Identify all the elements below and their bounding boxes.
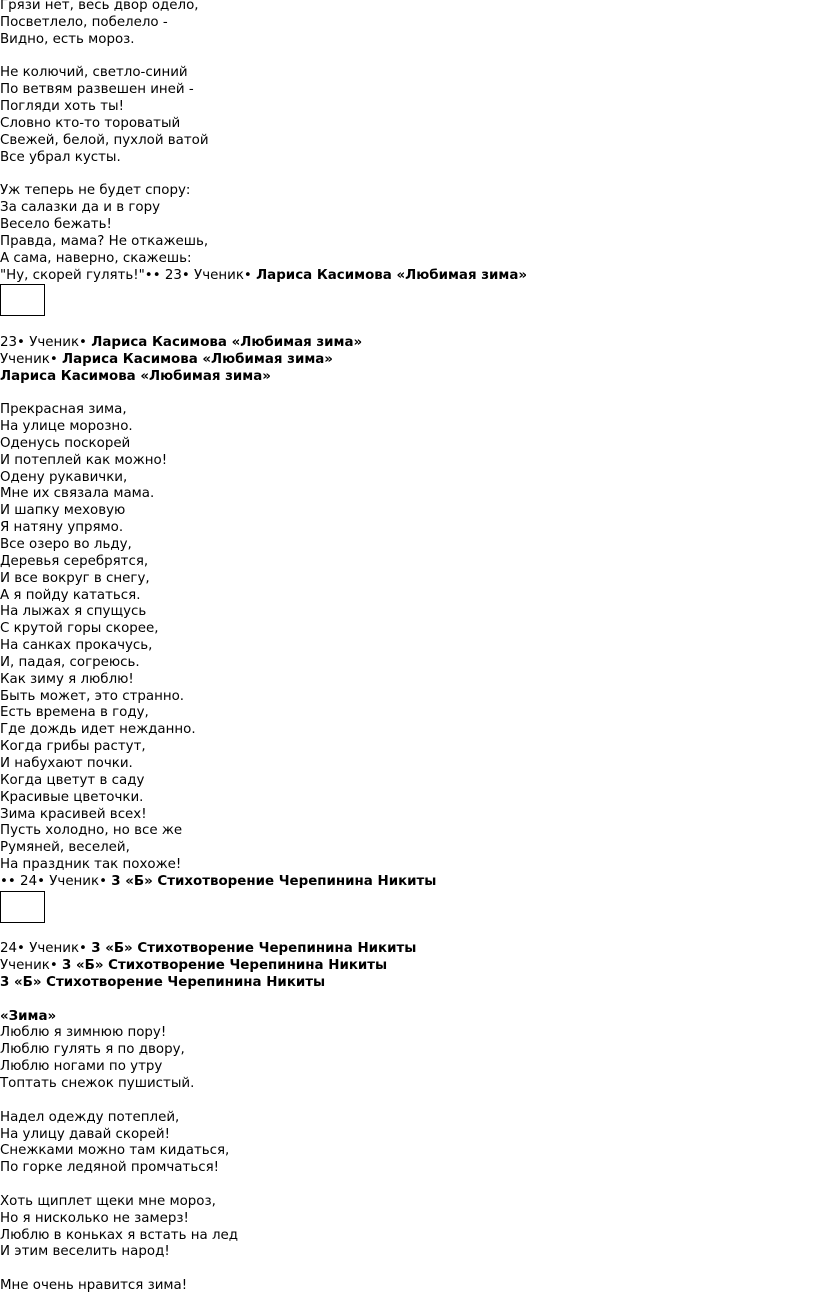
poem-line: Погляди хоть ты! — [0, 99, 124, 115]
poem-line: Одену рукавички, — [0, 469, 128, 485]
poem-line: И потеплей как можно! — [0, 452, 168, 468]
poem-line: Топтать снежок пушистый. — [0, 1076, 195, 1091]
poem-line: А сама, наверно, скажешь: — [0, 250, 192, 266]
poem-line: Прекрасная зима, — [0, 402, 127, 418]
item24-line2-title: 3 «Б» Стихотворение Черепинина Никиты — [91, 941, 417, 957]
poem-line: Я натяну упрямо. — [0, 520, 124, 536]
poem-zima — [0, 1025, 816, 1295]
poem-line: Снежками можно там кидаться, — [0, 1143, 230, 1159]
poem-line: И набухают почки. — [0, 755, 133, 771]
poem-line: Мне очень нравится зима! — [0, 1278, 188, 1294]
spacer — [0, 385, 816, 402]
poem-line: Люблю в коньках я встать на лед — [0, 1227, 239, 1243]
poem-line: С крутой горы скорее, — [0, 621, 159, 637]
poem-line: Люблю я зимнюю пору! — [0, 1025, 167, 1041]
poem-line: Словно кто-то тороватый — [0, 115, 181, 131]
poem-line: На санках прокачусь, — [0, 638, 153, 654]
poem-title: Лариса Касимова «Любимая зима» — [0, 368, 271, 384]
poem-line: Хоть щиплет щеки мне мороз, — [0, 1193, 216, 1209]
poem-line: Деревья серебрятся, — [0, 553, 149, 569]
image-placeholder-frame — [0, 284, 45, 316]
image-placeholder-frame — [0, 891, 45, 923]
item24-heading-line — [0, 941, 816, 958]
poem-line: Надел одежду потеплей, — [0, 1109, 180, 1125]
poem-line: Люблю гулять я по двору, — [0, 1042, 185, 1058]
item24-heading-line — [0, 958, 816, 975]
item24-head-plain: •• 24• Ученик• — [0, 873, 112, 889]
poem-line: А я пойду кататься. — [0, 587, 141, 603]
poem-line: Весело бежать! — [0, 216, 112, 232]
poem-line: Посветлело, побелело - — [0, 14, 168, 30]
poem-line: Румяней, веселей, — [0, 840, 130, 856]
poem-line: Зима красивей всех! — [0, 806, 147, 822]
item23-tail-title: Лариса Касимова «Любимая зима» — [256, 267, 528, 283]
item23-heading-line — [0, 335, 816, 352]
poem-line: Пусть холодно, но все же — [0, 823, 183, 839]
poem-line: На улице морозно. — [0, 419, 133, 435]
poem1-last-line-with-item23-heading — [0, 268, 816, 285]
poem-line: Грязи нет, весь двор одело, — [0, 0, 199, 13]
poem-line: По горке ледяной промчаться! — [0, 1160, 219, 1176]
poem-line: На улицу давай скорей! — [0, 1126, 170, 1142]
item23-tail-plain: "Ну, скорей гулять!"•• 23• Ученик• — [0, 267, 257, 283]
poem-line: Есть времена в году, — [0, 705, 149, 721]
poem-line: И этим веселить народ! — [0, 1244, 170, 1260]
poem-line: И, падая, согреюсь. — [0, 654, 140, 670]
item24-heading-line — [0, 874, 816, 891]
poem-line: Все озеро во льду, — [0, 537, 132, 552]
poem-line: Уж теперь не будет спору: — [0, 183, 191, 199]
spacer — [0, 318, 816, 335]
poem-grazi-net — [0, 0, 816, 268]
stanza-break — [0, 1177, 816, 1194]
item23-line3-title: Лариса Касимова «Любимая зима» — [62, 351, 333, 367]
stanza-break — [0, 1261, 816, 1278]
poem-lyubimaya-zima — [0, 402, 816, 874]
poem-line: Как зиму я люблю! — [0, 671, 134, 687]
poem-line: Все убрал кусты. — [0, 149, 121, 165]
poem-line: Не колючий, светло-синий — [0, 65, 188, 81]
poem-line: Видно, есть мороз. — [0, 31, 135, 47]
poem-line: Где дождь идет нежданно. — [0, 722, 196, 738]
poem-title: «Зима» — [0, 1008, 57, 1024]
item23-line2-title: Лариса Касимова «Любимая зима» — [91, 334, 363, 350]
poem-line: По ветвям развешен иней - — [0, 82, 194, 98]
item23-line2-plain: 23• Ученик• — [0, 334, 92, 350]
poem-line: Но я нисколько не замерз! — [0, 1210, 189, 1226]
poem-line: Красивые цветочки. — [0, 789, 144, 805]
poem-line: И все вокруг в снегу, — [0, 570, 150, 586]
item24-line2-plain: 24• Ученик• — [0, 941, 92, 957]
poem-line: Правда, мама? Не откажешь, — [0, 233, 209, 249]
spacer — [0, 992, 816, 1009]
poem-line: Свежей, белой, пухлой ватой — [0, 132, 209, 148]
poem-line: Мне их связала мама. — [0, 486, 155, 502]
poem-line: И шапку меховую — [0, 503, 126, 519]
poem-line: Когда грибы растут, — [0, 739, 146, 755]
poem-line: На праздник так похоже! — [0, 857, 182, 873]
poem-line: Люблю ногами по утру — [0, 1059, 163, 1075]
item23-line3-plain: Ученик• — [0, 351, 63, 367]
item23-heading-line — [0, 352, 816, 369]
poem-line: Когда цветут в саду — [0, 772, 145, 788]
item24-line3-title: 3 «Б» Стихотворение Черепинина Никиты — [62, 958, 388, 974]
poem-line: За салазки да и в гору — [0, 200, 161, 216]
spacer — [0, 924, 816, 941]
poem-heading: 3 «Б» Стихотворение Черепинина Никиты — [0, 974, 326, 990]
item24-head-title: 3 «Б» Стихотворение Черепинина Никиты — [111, 873, 437, 889]
poem-line: На лыжах я спущусь — [0, 604, 147, 620]
poem-line: Оденусь поскорей — [0, 435, 131, 451]
item24-line3-plain: Ученик• — [0, 958, 63, 974]
stanza-break — [0, 1093, 816, 1110]
stanza-break — [0, 49, 816, 66]
stanza-break — [0, 166, 816, 183]
poem-line: Быть может, это странно. — [0, 688, 185, 704]
